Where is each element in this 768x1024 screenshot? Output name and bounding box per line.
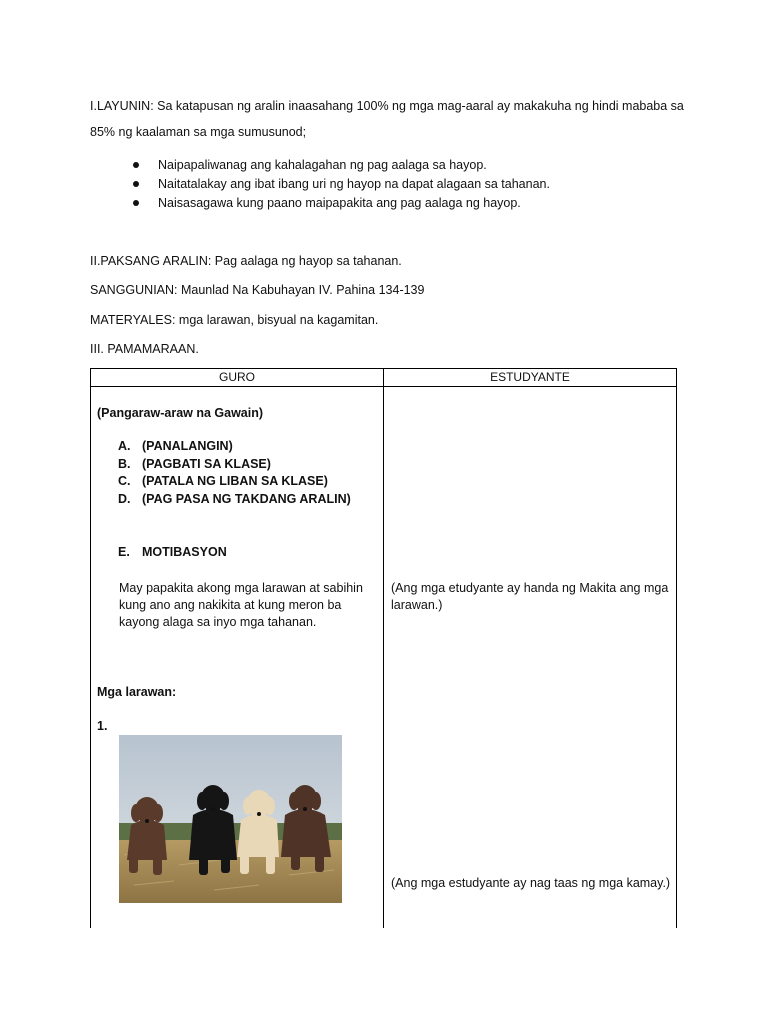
motivation-text: May papakita akong mga larawan at sabihin kung ano ang nakikita at kung meron ba kayong alaga sa inyo mga tahanan. xyxy=(119,581,363,629)
objectives-list xyxy=(133,156,550,213)
materials-line: MATERYALES: mga larawan, bisyual na kagamitan. xyxy=(90,313,379,327)
header-estudyante: ESTUDYANTE xyxy=(490,370,570,384)
routine-letter: C. xyxy=(118,474,131,488)
header-guro: GURO xyxy=(219,370,255,384)
routine-text: (PAGBATI SA KLASE) xyxy=(142,456,271,471)
motivation-heading xyxy=(118,545,227,559)
student-response-1: (Ang mga etudyante ay handa ng Makita ang mga larawan.) xyxy=(391,581,669,612)
dogs-photo-image xyxy=(119,735,342,903)
objectives-paragraph: I.LAYUNIN: Sa katapusan ng aralin inaasahang 100% ng mga mag-aaral ay makakuha ng hindi mababa sa 85% ng kaalaman sa mga sumusunod; xyxy=(90,99,684,139)
motivation-title: MOTIBASYON xyxy=(142,545,227,559)
routine-letter: B. xyxy=(118,456,131,471)
routine-letter: D. xyxy=(118,491,131,506)
picture-number: 1. xyxy=(97,719,108,733)
procedure-table xyxy=(90,368,677,928)
dogs-photo xyxy=(119,735,342,903)
table-border xyxy=(676,368,677,928)
routine-item xyxy=(118,438,351,456)
objective-item: Naisasagawa kung paano maipapakita ang pag aalaga ng hayop. xyxy=(133,194,550,213)
pictures-label: Mga larawan: xyxy=(97,685,177,699)
routine-item xyxy=(118,491,351,509)
routine-text: (PANALANGIN) xyxy=(142,439,233,453)
table-border xyxy=(90,368,91,928)
routine-item xyxy=(118,456,351,474)
routine-text: (PATALA NG LIBAN SA KLASE) xyxy=(142,474,328,488)
table-border xyxy=(383,368,384,928)
objective-item: Naitatalakay ang ibat ibang uri ng hayop na dapat alagaan sa tahanan. xyxy=(133,175,550,194)
student-response-2: (Ang mga estudyante ay nag taas ng mga kamay.) xyxy=(391,876,671,890)
procedure-heading: III. PAMAMARAAN. xyxy=(90,342,199,356)
daily-activities-title: (Pangaraw-araw na Gawain) xyxy=(97,406,264,420)
routine-letter: A. xyxy=(118,439,131,453)
topic-line: II.PAKSANG ARALIN: Pag aalaga ng hayop sa tahanan. xyxy=(90,254,402,268)
reference-line: SANGGUNIAN: Maunlad Na Kabuhayan IV. Pahina 134-139 xyxy=(90,283,425,297)
routine-item xyxy=(118,473,351,491)
routine-text: (PAG PASA NG TAKDANG ARALIN) xyxy=(142,491,351,506)
objective-item: Naipapaliwanag ang kahalagahan ng pag aalaga sa hayop. xyxy=(133,156,550,175)
routine-list xyxy=(118,438,351,508)
motivation-letter: E. xyxy=(118,545,130,559)
